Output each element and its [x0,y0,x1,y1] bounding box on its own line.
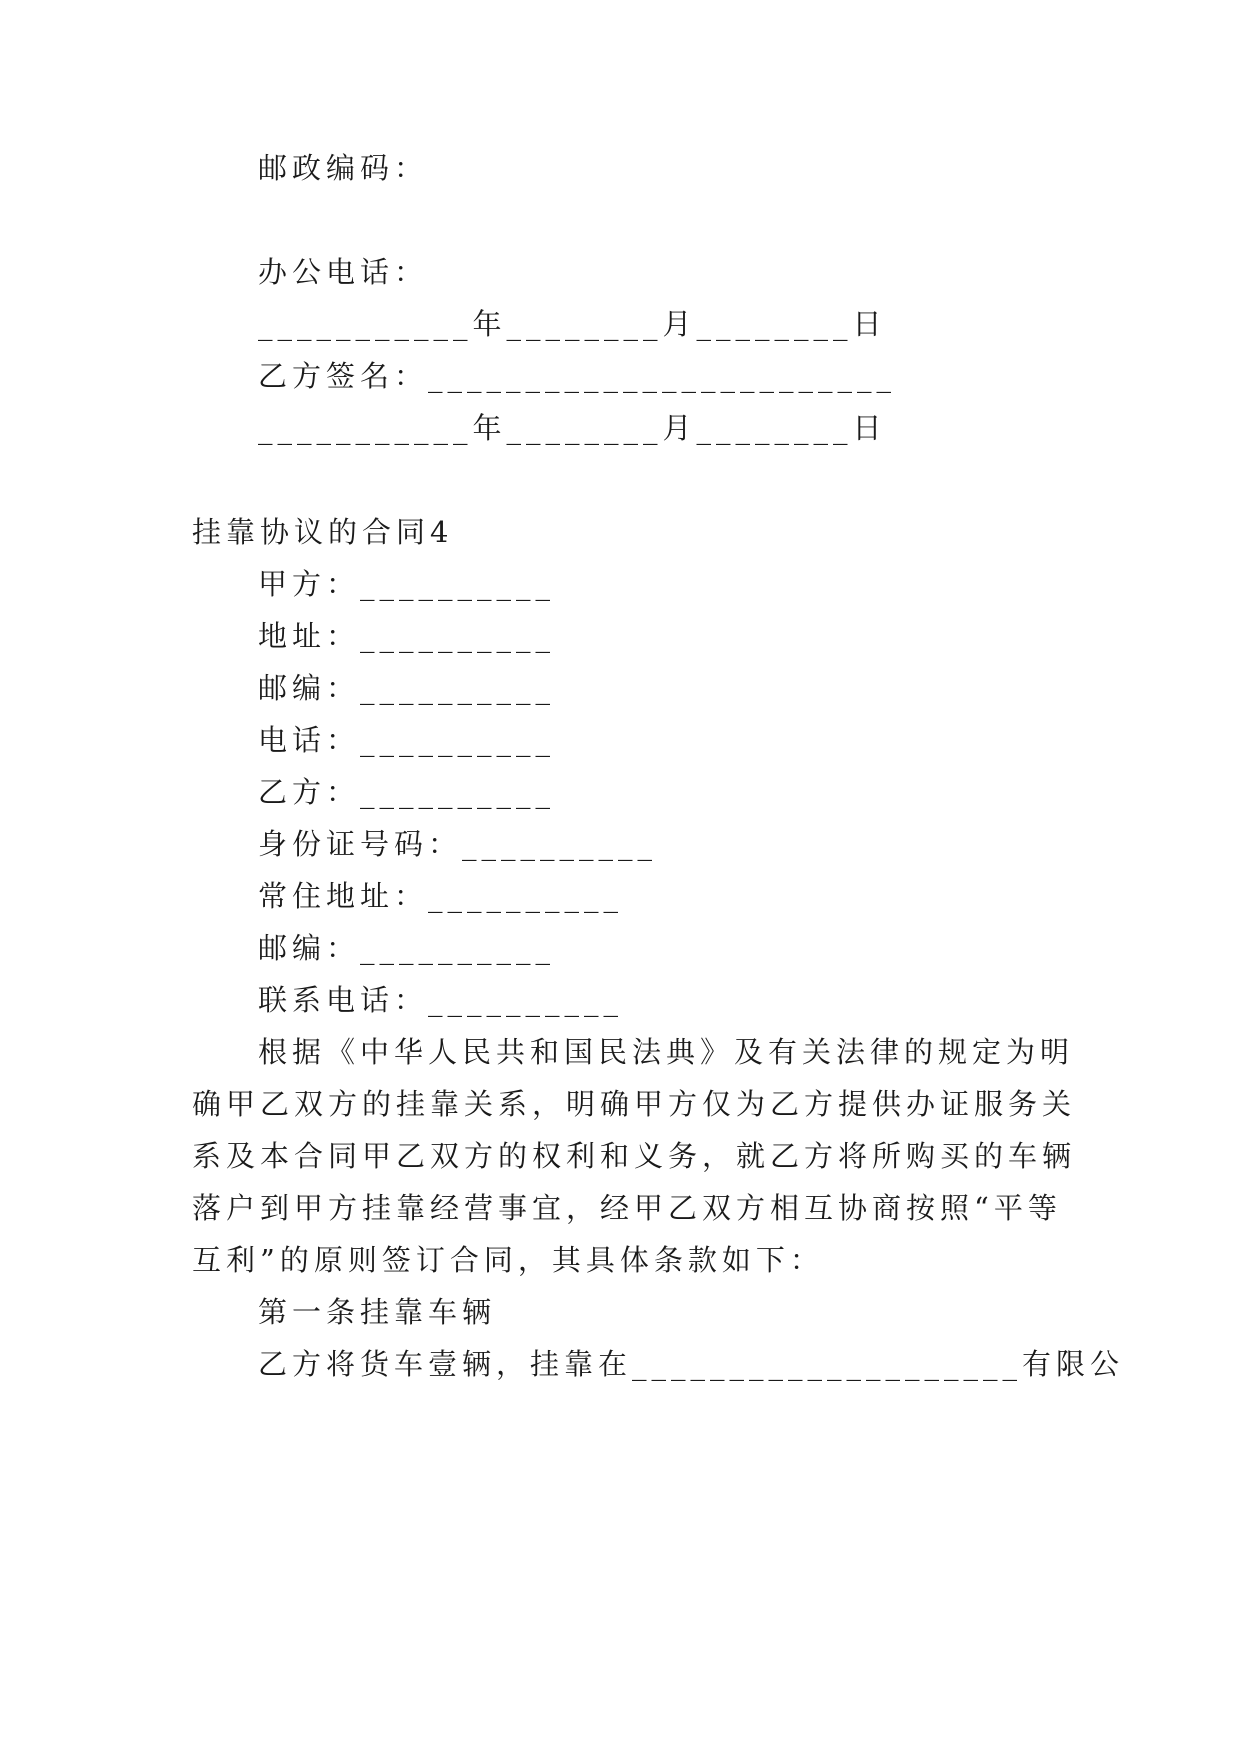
article-body-line: 乙方将货车壹辆，挂靠在____________________有限公 [258,1347,1125,1381]
date-line: ___________年________月________日 [258,411,887,445]
field-phone: 电话：__________ [258,723,556,757]
contract-title: 挂靠协议的合同4 [192,515,454,549]
postal-code-label: 邮政编码： [258,151,429,185]
field-address: 地址：__________ [258,619,556,653]
field-postcode: 邮编：__________ [258,671,556,705]
field-postcode-b: 邮编：__________ [258,931,556,965]
preamble-line: 根据《中华人民共和国民法典》及有关法律的规定为明 [258,1035,1075,1069]
article-heading: 第一条挂靠车辆 [258,1295,497,1329]
field-contact-phone: 联系电话：__________ [258,983,624,1017]
preamble-line: 互利”的原则签订合同，其具体条款如下： [192,1243,824,1277]
office-phone-label: 办公电话： [258,255,429,289]
preamble-line: 落户到甲方挂靠经营事宜，经甲乙双方相互协商按照“平等 [192,1191,1062,1225]
field-id-number: 身份证号码：__________ [258,827,658,861]
party-b-signature-line: 乙方签名：________________________ [258,359,897,393]
field-party-b: 乙方：__________ [258,775,556,809]
field-residence-address: 常住地址：__________ [258,879,624,913]
preamble-line: 系及本合同甲乙双方的权利和义务，就乙方将所购买的车辆 [192,1139,1077,1173]
preamble-line: 确甲乙双方的挂靠关系，明确甲方仅为乙方提供办证服务关 [192,1087,1077,1121]
date-line: ___________年________月________日 [258,307,887,341]
field-party-a: 甲方：__________ [258,567,556,601]
